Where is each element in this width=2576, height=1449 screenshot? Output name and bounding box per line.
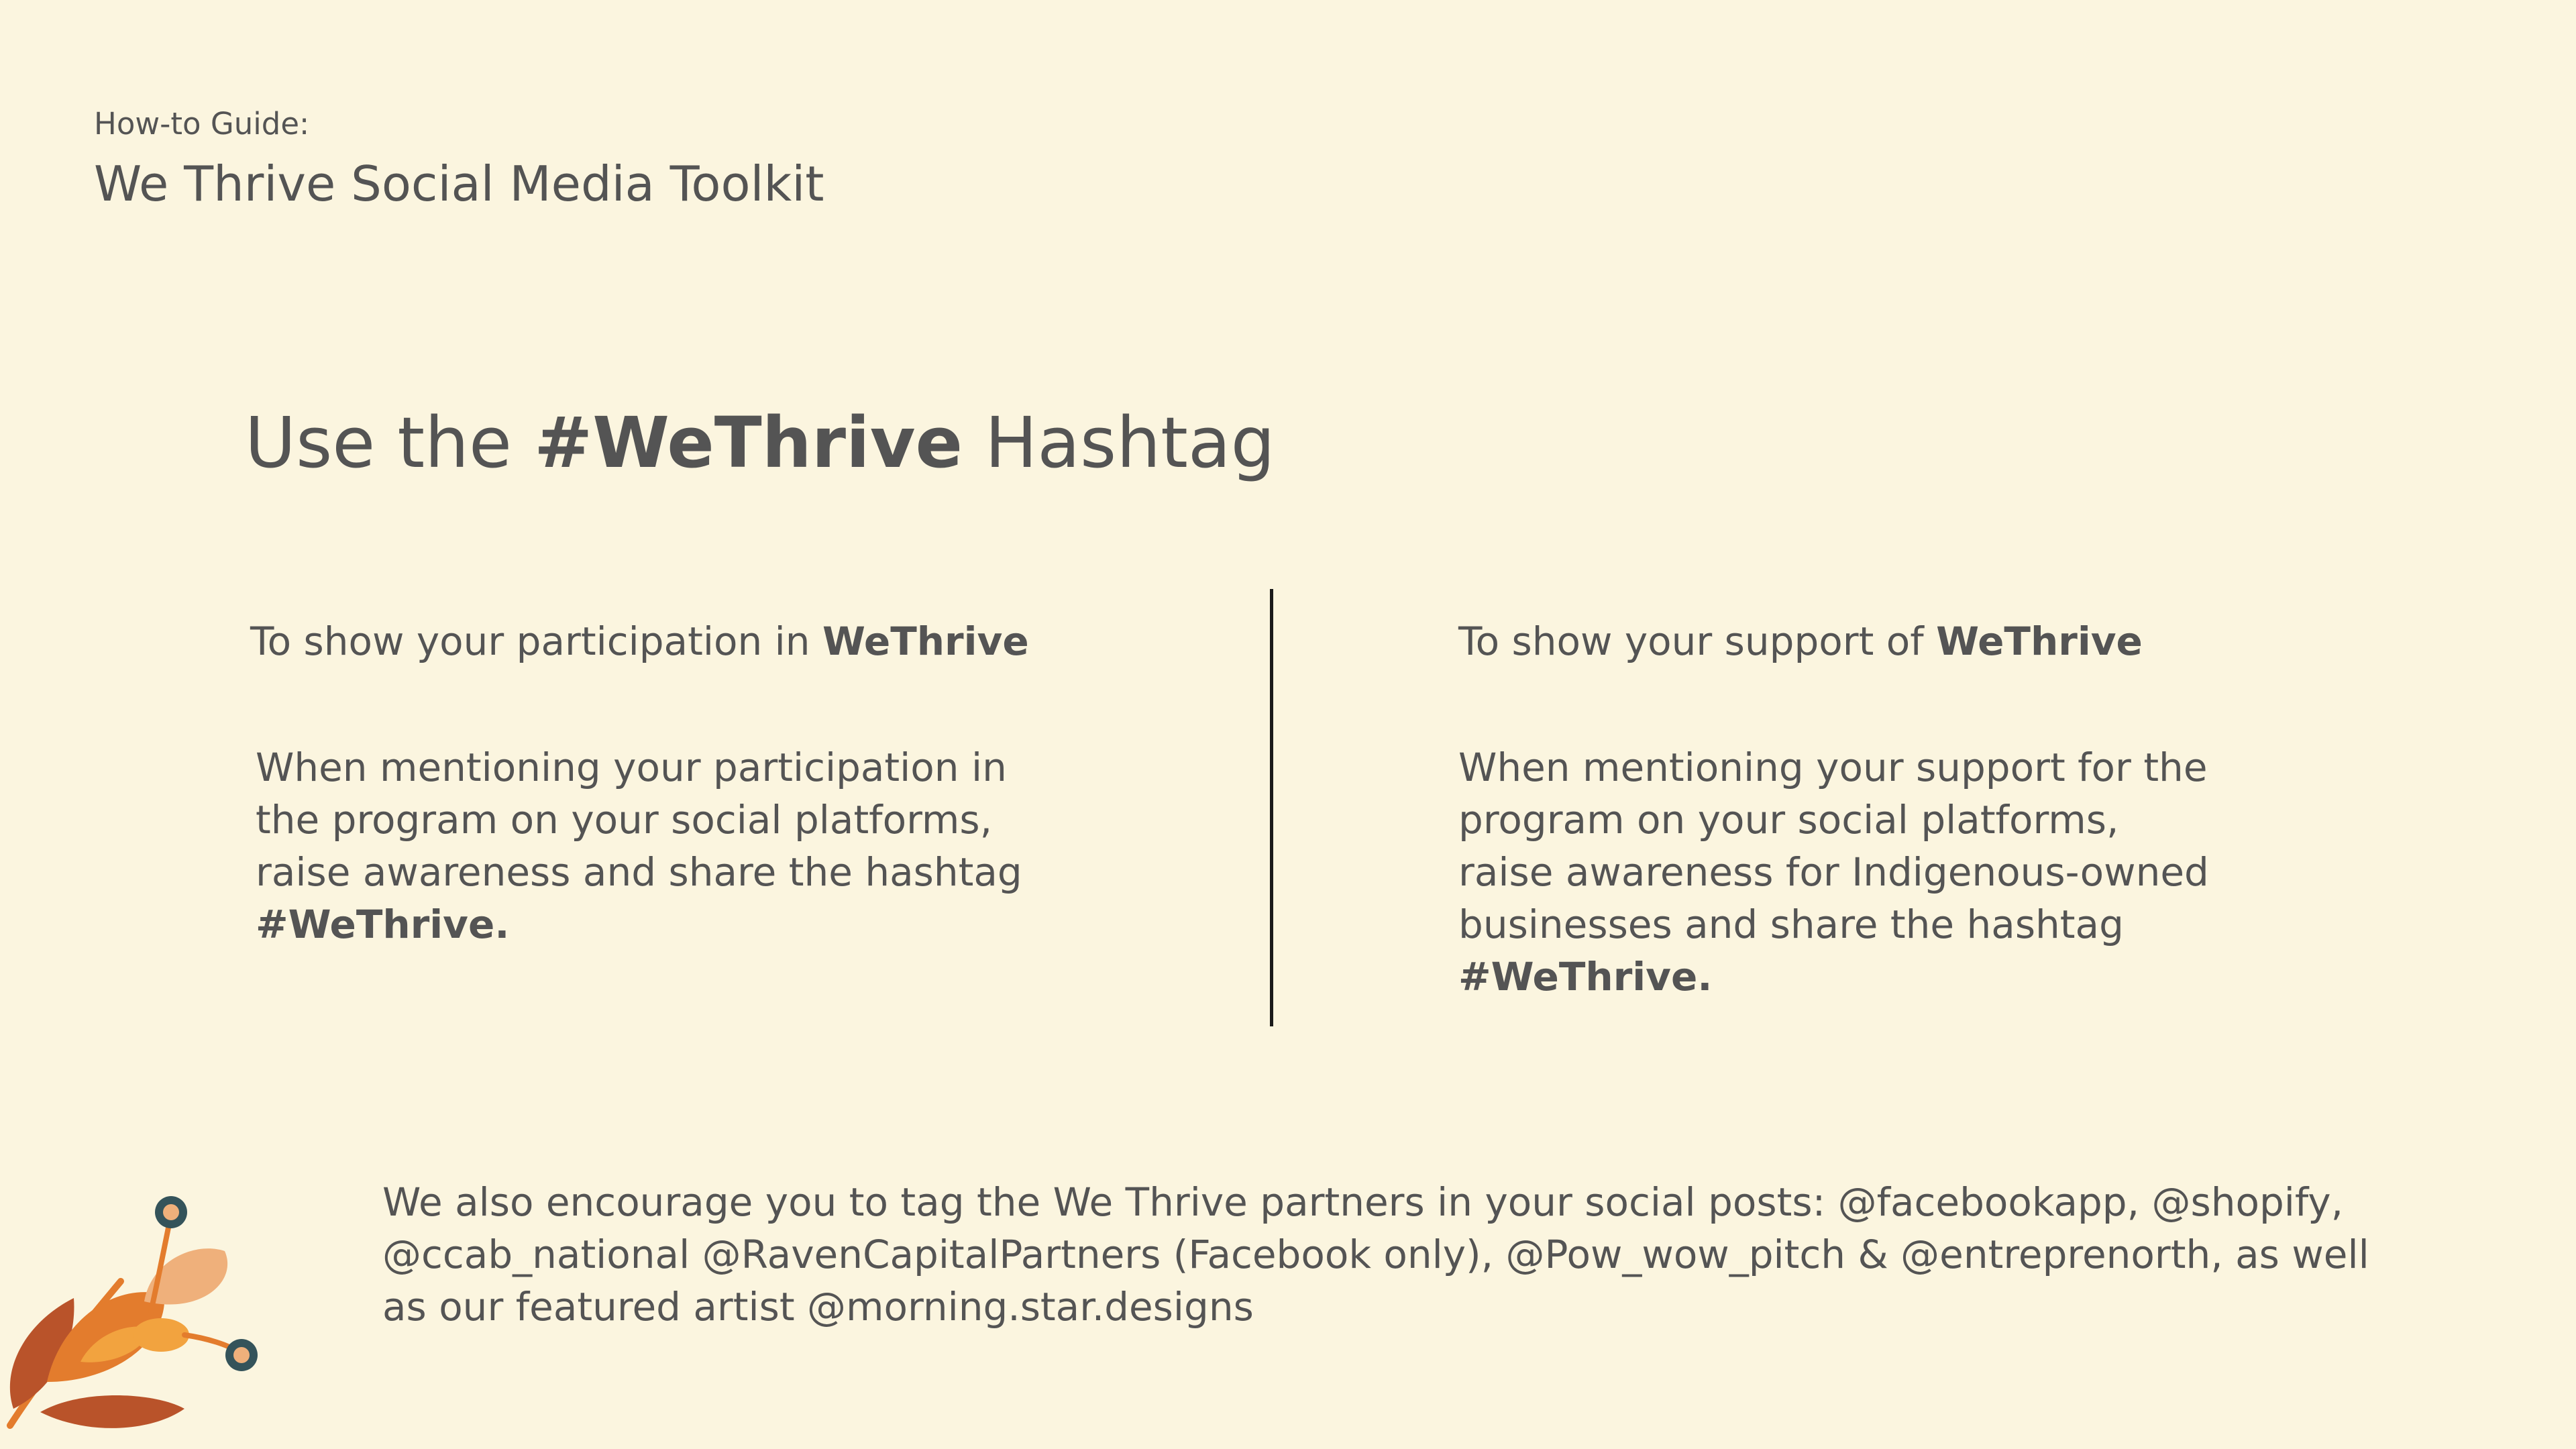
participation-line: raise awareness and share the hashtag [256, 849, 1022, 895]
support-hashtag: #WeThrive. [1458, 954, 1713, 1000]
footer-line: We also encourage you to tag the We Thrive partners in your social posts: @facebookapp, @shopify, [382, 1179, 2344, 1225]
column-divider [1270, 589, 1273, 1026]
partner-tags-paragraph [382, 1176, 2395, 1333]
support-line: businesses and share the hashtag [1458, 902, 2124, 947]
footer-line: @ccab_national @RavenCapitalPartners (Facebook only), @Pow_wow_pitch & @entreprenorth, as well [382, 1232, 2369, 1277]
support-line: raise awareness for Indigenous-owned [1458, 849, 2209, 895]
support-heading-bold: WeThrive [1936, 619, 2143, 664]
participation-heading-text: To show your participation in [250, 619, 822, 664]
participation-heading-bold: WeThrive [822, 619, 1029, 664]
footer-line: as our featured artist @morning.star.designs [382, 1284, 1254, 1330]
support-heading-text: To show your support of [1458, 619, 1937, 664]
heading-hashtag: #WeThrive [534, 402, 963, 484]
floral-plant-icon [0, 1167, 268, 1449]
participation-body [256, 741, 1022, 951]
participation-heading [250, 616, 1029, 667]
support-line: When mentioning your support for the [1458, 745, 2208, 790]
support-line: program on your social platforms, [1458, 797, 2119, 843]
page-heading [245, 399, 1275, 486]
guide-label: How-to Guide: [94, 106, 310, 142]
heading-suffix: Hashtag [963, 402, 1275, 484]
toolkit-title: We Thrive Social Media Toolkit [94, 156, 824, 212]
support-body [1458, 741, 2209, 1003]
participation-line: the program on your social platforms, [256, 797, 993, 843]
participation-hashtag: #WeThrive. [256, 902, 510, 947]
support-heading [1458, 616, 2143, 667]
participation-line: When mentioning your participation in [256, 745, 1007, 790]
heading-prefix: Use the [245, 402, 535, 484]
